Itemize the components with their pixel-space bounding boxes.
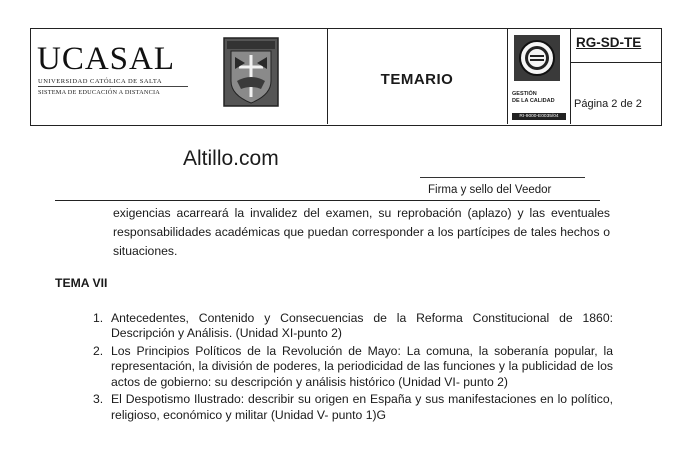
list-item [91, 392, 613, 423]
certification-code: RI-9000-E0035/04 [512, 113, 566, 120]
header-code-divider [570, 62, 661, 63]
list-item-text: El Despotismo Ilustrado: describir su origen en España y sus manifestaciones en lo político, religioso, económico y militar (Unidad V- punto 1)G [111, 392, 613, 422]
certification-label-text: GESTIÓN DE LA CALIDAD [512, 91, 555, 104]
header-title-cell [327, 29, 508, 124]
header-logo-cell [31, 29, 328, 124]
page-number: Página 2 de 2 [574, 98, 642, 110]
certification-label [512, 91, 555, 105]
header-code-cell [570, 29, 661, 124]
document-header [30, 28, 662, 126]
brand-system-name: SISTEMA DE EDUCACIÓN A DISTANCIA [38, 89, 161, 96]
section-title: TEMA VII [55, 276, 108, 290]
signature-label: Firma y sello del Veedor [428, 184, 552, 196]
document-code: RG-SD-TE [576, 35, 642, 50]
iram-certification-icon [514, 35, 560, 81]
list-item-number: 3. [93, 392, 104, 407]
watermark: Altillo.com [183, 147, 279, 170]
list-item [91, 311, 613, 342]
list-item-text: Los Principios Políticos de la Revolución de Mayo: La comuna, la soberanía popular, la representación, la división de poderes, la periodicidad de las funciones y la publicidad de los actos de gobierno: su descripción y análisis histórico (Unidad VI- punto 2) [111, 344, 613, 389]
brand-divider [38, 86, 188, 87]
document-title: TEMARIO [380, 71, 454, 88]
signature-line-bottom [55, 200, 600, 201]
list-item-number: 2. [93, 344, 104, 359]
list-item-number: 1. [93, 311, 104, 325]
brand-wordmark: UCASAL [37, 41, 176, 77]
university-shield-icon [223, 37, 279, 107]
list-item [91, 344, 613, 390]
brand-university-name: UNIVERSIDAD CATÓLICA DE SALTA [38, 78, 163, 85]
list-item-text: Antecedentes, Contenido y Consecuencias de la Reforma Constitucional de 1860: Descripción y Análisis. (Unidad XI-punto 2) [111, 311, 613, 341]
intro-paragraph: exigencias acarreará la invalidez del examen, su reprobación (aplazo) y las eventuales responsabilidades académicas que puedan corresponder a los partícipes de tales hechos o situaciones. [113, 206, 610, 258]
topic-list [91, 311, 613, 426]
header-certification-cell [508, 29, 571, 124]
signature-line-top [420, 177, 585, 178]
